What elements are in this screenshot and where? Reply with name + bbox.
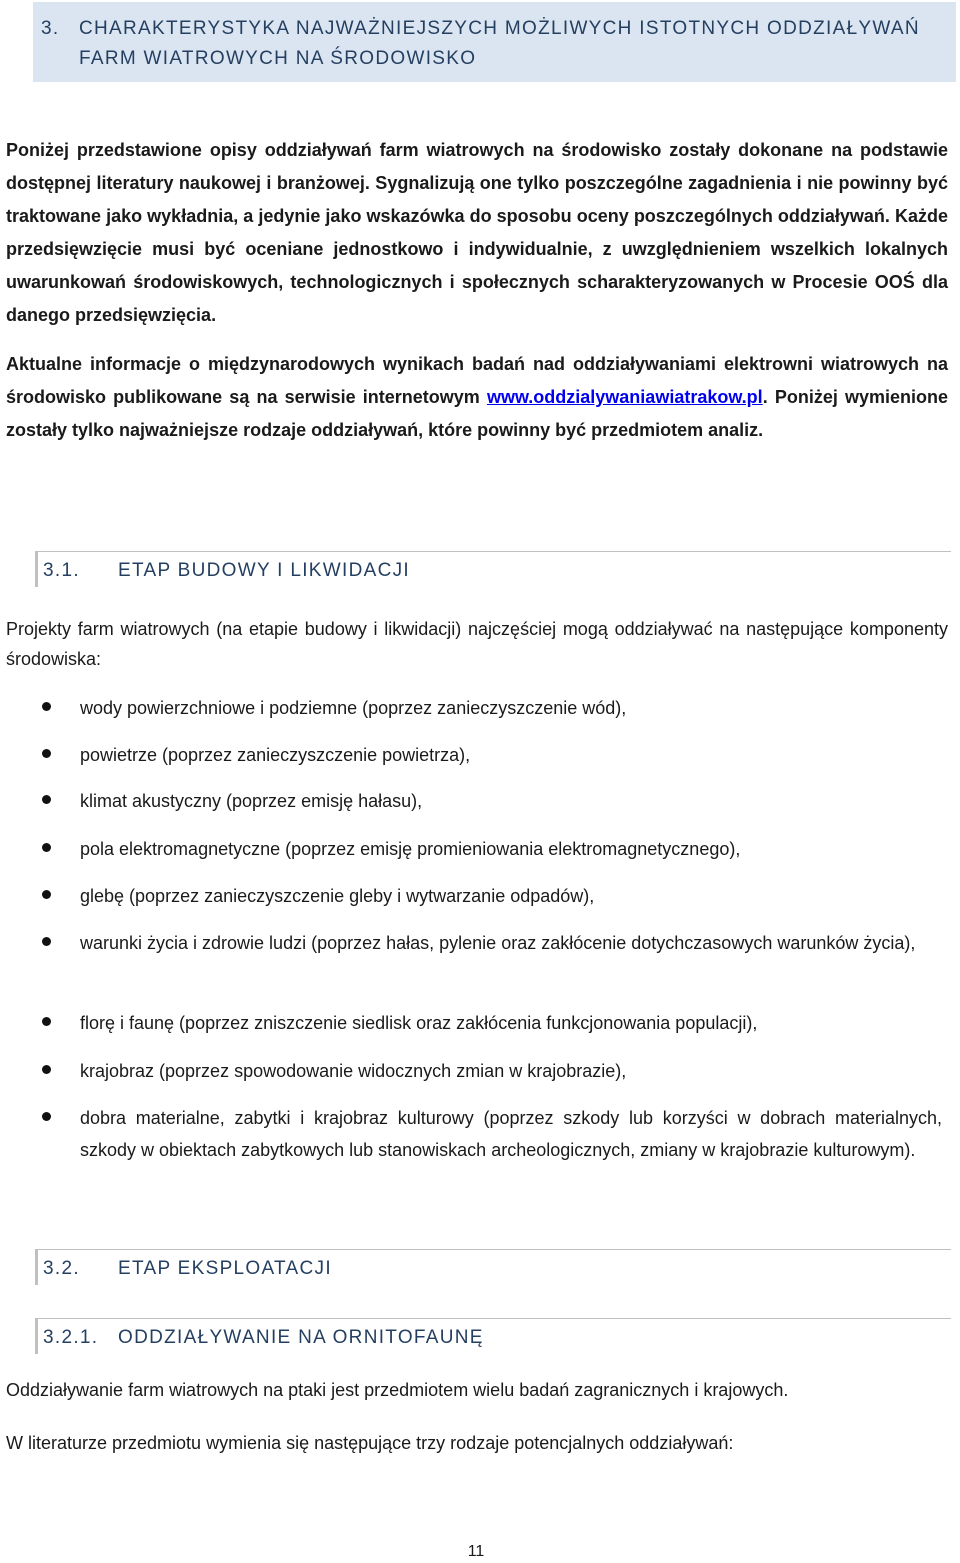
intro-paragraph-1: Poniżej przedstawione opisy oddziaływań farm wiatrowych na środowisko zostały dokonane na podstawie dostępnej literatury naukowej i branżowej. Sygnalizują one tylko poszczególne zagadnienia i nie powinny być traktowane jako wykładnia, a jedynie jako wskazówka do sposobu oceny poszczególnych oddziaływań. Każde przedsięwzięcie musi być oceniane jednostkowo i indywidualnie, z uwzględnieniem wszelkich lokalnych uwarunkowań środowiskowych, technologicznych i społecznych scharakteryzowanych w Procesie OOŚ dla danego przedsięwzięcia. <box>6 140 948 325</box>
chapter-heading <box>33 2 956 82</box>
bullet-icon <box>42 843 51 852</box>
page-number: 11 <box>467 1543 485 1560</box>
list-item-text: pola elektromagnetyczne (poprzez emisję promieniowania elektromagnetycznego), <box>80 839 741 859</box>
section-heading-3-2-1 <box>35 1318 951 1354</box>
bullet-icon <box>42 890 51 899</box>
intro-paragraph-2-text-b: . Poniżej wymienione zostały tylko najważniejsze rodzaje oddziaływań, które powinny być przedmiotem analiz. <box>6 387 948 440</box>
section-number: 3.2. <box>43 1258 80 1279</box>
section-title: ODDZIAŁYWANIE NA ORNITOFAUNĘ <box>118 1327 484 1348</box>
bullet-icon <box>42 1017 51 1026</box>
intro-paragraph-2-text-a: Aktualne informacje o międzynarodowych wynikach badań nad oddziaływaniami elektrowni wiatrowych na środowisko publikowane są na serwisie internetowym <box>6 354 948 407</box>
list-item-text: powietrze (poprzez zanieczyszczenie powietrza), <box>80 745 471 765</box>
section-heading-3-1 <box>35 551 951 587</box>
intro-paragraph-2 <box>6 348 948 447</box>
section-title: ETAP EKSPLOATACJI <box>118 1258 332 1279</box>
section-3-2-1-paragraph-2: W literaturze przedmiotu wymienia się następujące trzy rodzaje potencjalnych oddziaływań: <box>6 1433 734 1453</box>
bullet-icon <box>42 702 51 711</box>
chapter-title-line2: FARM WIATROWYCH NA ŚRODOWISKO <box>79 48 477 69</box>
section-3-2-1-paragraph-1: Oddziaływanie farm wiatrowych na ptaki jest przedmiotem wielu badań zagranicznych i krajowych. <box>6 1380 789 1400</box>
section-heading-3-2 <box>35 1249 951 1285</box>
section-3-1-intro: Projekty farm wiatrowych (na etapie budowy i likwidacji) najczęściej mogą oddziaływać na następujące komponenty środowiska: <box>6 619 948 669</box>
list-item-text: wody powierzchniowe i podziemne (poprzez zanieczyszczenie wód), <box>80 698 627 718</box>
bullet-icon <box>42 795 51 804</box>
list-item-text: warunki życia i zdrowie ludzi (poprzez hałas, pylenie oraz zakłócenie dotychczasowych warunków życia), <box>80 933 916 953</box>
section-number: 3.2.1. <box>43 1327 99 1348</box>
chapter-title-line1: CHARAKTERYSTYKA NAJWAŻNIEJSZYCH MOŻLIWYCH ISTOTNYCH ODDZIAŁYWAŃ <box>79 18 920 39</box>
list-item-text: florę i faunę (poprzez zniszczenie siedlisk oraz zakłócenia funkcjonowania populacji), <box>80 1013 758 1033</box>
list-item-text: dobra materialne, zabytki i krajobraz kulturowy (poprzez szkody lub korzyści w dobrach materialnych, szkody w obiektach zabytkowych lub stanowiskach archeologicznych, zmiany w krajobrazie kulturowym). <box>80 1108 942 1160</box>
list-item-text: klimat akustyczny (poprzez emisję hałasu), <box>80 791 423 811</box>
bullet-icon <box>42 749 51 758</box>
bullet-icon <box>42 1065 51 1074</box>
list-item-text: krajobraz (poprzez spowodowanie widocznych zmian w krajobrazie), <box>80 1061 627 1081</box>
list-item-text: glebę (poprzez zanieczyszczenie gleby i wytwarzanie odpadów), <box>80 886 595 906</box>
bullet-icon <box>42 1112 51 1121</box>
section-number: 3.1. <box>43 560 80 581</box>
chapter-number: 3. <box>41 18 60 39</box>
bullet-icon <box>42 937 51 946</box>
website-link[interactable]: www.oddzialywaniawiatrakow.pl <box>486 387 763 407</box>
section-title: ETAP BUDOWY I LIKWIDACJI <box>118 560 410 581</box>
